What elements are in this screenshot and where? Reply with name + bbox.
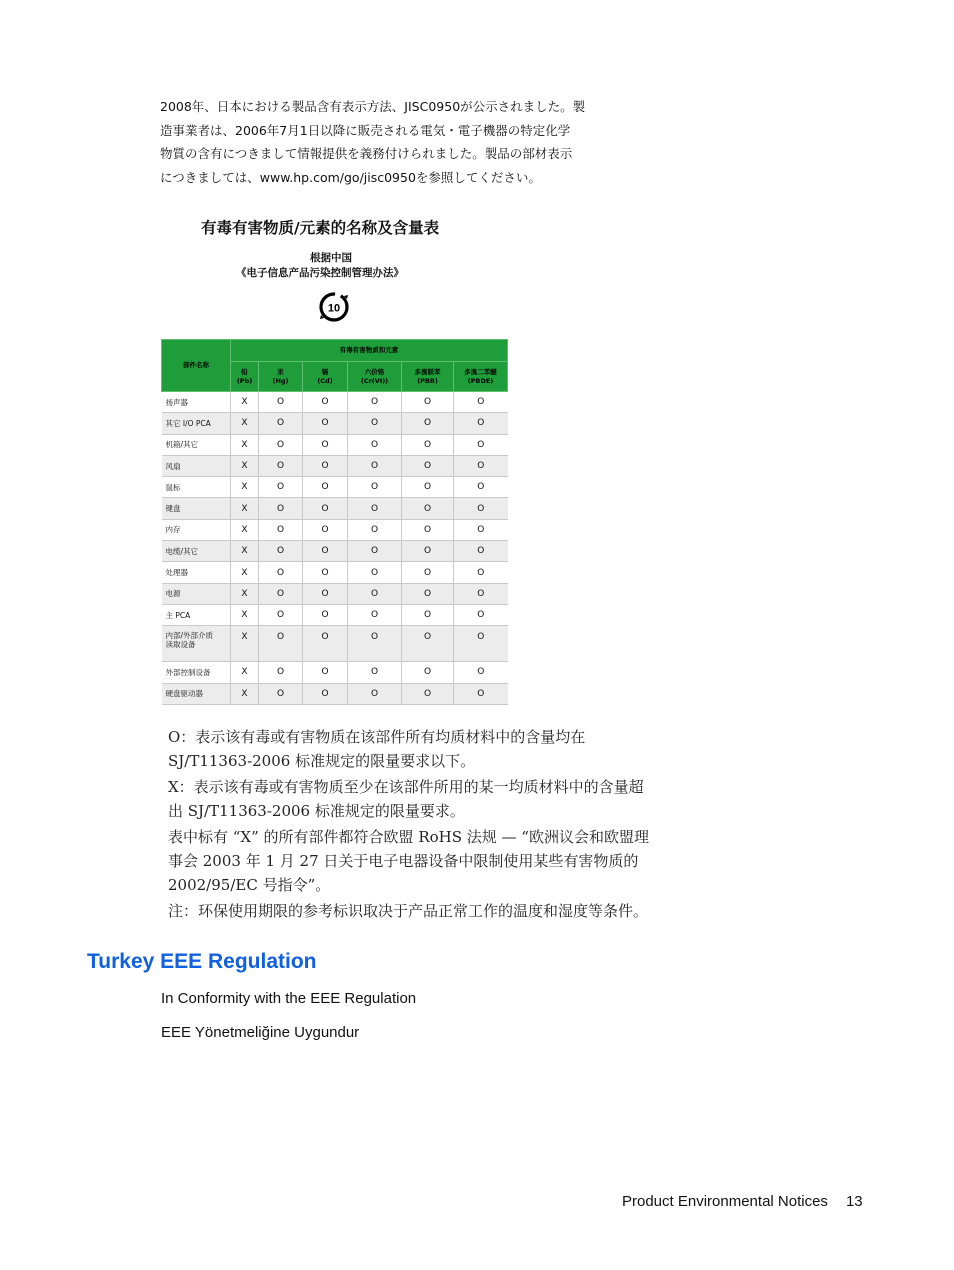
cell-cd: O <box>303 541 348 562</box>
note-rohs-line-3: 2002/95/EC 号指令”。 <box>168 876 331 894</box>
cell-crvi: O <box>348 562 402 583</box>
cell-hg: O <box>259 413 303 434</box>
part-name: 处理器 <box>162 562 231 583</box>
table-row <box>162 683 508 704</box>
section-heading: Turkey EEE Regulation <box>87 950 317 973</box>
environmental-protection-use-period-icon <box>317 290 351 324</box>
column-header-cd: 镉 (Cd) <box>303 362 348 392</box>
part-name: 内部/外部介质 读取设备 <box>162 626 231 662</box>
part-name: 主 PCA <box>162 604 231 625</box>
column-header-crvi: 六价铬 (Cr(VI)) <box>348 362 402 392</box>
cell-pbde: O <box>454 604 508 625</box>
page-footer <box>622 1193 863 1210</box>
cell-pbde: O <box>454 583 508 604</box>
cell-crvi: O <box>348 519 402 540</box>
cell-pbb: O <box>402 392 454 413</box>
cell-hg: O <box>259 498 303 519</box>
cell-pb: X <box>231 683 259 704</box>
table-row <box>162 604 508 625</box>
cell-pbb: O <box>402 498 454 519</box>
cell-pb: X <box>231 662 259 683</box>
table-notes <box>168 726 718 924</box>
part-name: 扬声器 <box>162 392 231 413</box>
cell-pbde: O <box>454 662 508 683</box>
cell-hg: O <box>259 604 303 625</box>
cell-cd: O <box>303 392 348 413</box>
cell-pb: X <box>231 434 259 455</box>
japanese-line-1: 2008年、日本における製品含有表示方法、JISC0950が公示されました。製 <box>160 99 586 114</box>
table-row <box>162 434 508 455</box>
cell-pbb: O <box>402 477 454 498</box>
cell-hg: O <box>259 541 303 562</box>
table-row <box>162 583 508 604</box>
column-header-pbde: 多溴二苯醚 (PBDE) <box>454 362 508 392</box>
cell-pbb: O <box>402 662 454 683</box>
cell-pbde: O <box>454 626 508 662</box>
substance-group-header: 有毒有害物质和元素 <box>231 340 508 362</box>
cell-pbde: O <box>454 498 508 519</box>
cell-crvi: O <box>348 583 402 604</box>
cell-cd: O <box>303 498 348 519</box>
cell-hg: O <box>259 477 303 498</box>
cell-pbde: O <box>454 562 508 583</box>
cell-cd: O <box>303 583 348 604</box>
cell-pb: X <box>231 498 259 519</box>
cell-pb: X <box>231 392 259 413</box>
cell-cd: O <box>303 662 348 683</box>
regulation-subtitle-2: 《电子信息产品污染控制管理办法》 <box>236 267 404 279</box>
cell-pbde: O <box>454 455 508 476</box>
part-name: 外部控制设备 <box>162 662 231 683</box>
cell-pbb: O <box>402 455 454 476</box>
conformity-line-turkish: EEE Yönetmeliğine Uygundur <box>161 1024 360 1041</box>
table-row <box>162 562 508 583</box>
japanese-line-2: 造事業者は、2006年7月1日以降に販売される電気・電子機器の特定化学 <box>160 122 571 138</box>
note-rohs-line-2: 事会 2003 年 1 月 27 日关于电子电器设备中限制使用某些有害物质的 <box>168 852 639 870</box>
cell-crvi: O <box>348 662 402 683</box>
cell-cd: O <box>303 477 348 498</box>
cell-pb: X <box>231 562 259 583</box>
cell-pbde: O <box>454 434 508 455</box>
table-row <box>162 626 508 662</box>
cell-hg: O <box>259 626 303 662</box>
column-header-pbb: 多溴联苯 (PBB) <box>402 362 454 392</box>
cell-crvi: O <box>348 413 402 434</box>
cell-crvi: O <box>348 455 402 476</box>
cell-crvi: O <box>348 626 402 662</box>
cell-crvi: O <box>348 498 402 519</box>
hazardous-substance-table-title: 有毒有害物质/元素的名称及含量表 <box>201 219 440 237</box>
note-o-line-2: SJ/T11363-2006 标准规定的限量要求以下。 <box>168 752 476 770</box>
japanese-line-3: 物質の含有につきまして情報提供を義務付けられました。製品の部材表示 <box>160 146 573 161</box>
note-o-line-1: O：表示该有毒或有害物质在该部件所有均质材料中的含量均在 <box>168 728 586 746</box>
logo-number: 10 <box>327 302 341 315</box>
cell-pbb: O <box>402 541 454 562</box>
part-name: 机箱/其它 <box>162 434 231 455</box>
cell-cd: O <box>303 413 348 434</box>
cell-pb: X <box>231 626 259 662</box>
cell-pbb: O <box>402 583 454 604</box>
cell-pbde: O <box>454 519 508 540</box>
cell-cd: O <box>303 604 348 625</box>
cell-pb: X <box>231 541 259 562</box>
part-name-header: 部件名称 <box>162 340 231 392</box>
cell-crvi: O <box>348 434 402 455</box>
cell-pb: X <box>231 583 259 604</box>
cell-pbb: O <box>402 626 454 662</box>
cell-cd: O <box>303 519 348 540</box>
cell-cd: O <box>303 626 348 662</box>
japanese-paragraph <box>160 95 630 189</box>
cell-cd: O <box>303 683 348 704</box>
cell-crvi: O <box>348 683 402 704</box>
cell-crvi: O <box>348 392 402 413</box>
hazardous-substance-table <box>161 339 508 705</box>
cell-pbb: O <box>402 604 454 625</box>
cell-pb: X <box>231 413 259 434</box>
cell-hg: O <box>259 434 303 455</box>
note-rohs-line-1: 表中标有 “X” 的所有部件都符合欧盟 RoHS 法规 — “欧洲议会和欧盟理 <box>168 828 649 846</box>
cell-pbde: O <box>454 413 508 434</box>
table-row <box>162 477 508 498</box>
cell-pb: X <box>231 604 259 625</box>
cell-pb: X <box>231 519 259 540</box>
conformity-line-english: In Conformity with the EEE Regulation <box>161 990 417 1007</box>
cell-crvi: O <box>348 541 402 562</box>
cell-pbb: O <box>402 413 454 434</box>
cell-hg: O <box>259 455 303 476</box>
cell-hg: O <box>259 683 303 704</box>
cell-pbb: O <box>402 562 454 583</box>
cell-hg: O <box>259 662 303 683</box>
cell-cd: O <box>303 562 348 583</box>
part-name: 其它 I/O PCA <box>162 413 231 434</box>
part-name: 内存 <box>162 519 231 540</box>
part-name: 硬盘驱动器 <box>162 683 231 704</box>
table-row <box>162 498 508 519</box>
cell-hg: O <box>259 519 303 540</box>
part-name: 电缆/其它 <box>162 541 231 562</box>
cell-pbde: O <box>454 541 508 562</box>
table-row <box>162 392 508 413</box>
table-row <box>162 662 508 683</box>
regulation-subtitle-1: 根据中国 <box>310 252 352 264</box>
footer-title: Product Environmental Notices <box>622 1193 828 1210</box>
part-name: 鼠标 <box>162 477 231 498</box>
cell-pbde: O <box>454 683 508 704</box>
cell-cd: O <box>303 455 348 476</box>
page-number: 13 <box>845 1193 863 1210</box>
table-row <box>162 519 508 540</box>
part-name: 电源 <box>162 583 231 604</box>
cell-pbde: O <box>454 392 508 413</box>
note-x-line-1: X：表示该有毒或有害物质至少在该部件所用的某一均质材料中的含量超 <box>168 778 644 796</box>
note-environment-line: 注：环保使用期限的参考标识取决于产品正常工作的温度和湿度等条件。 <box>168 902 649 920</box>
cell-pbb: O <box>402 519 454 540</box>
cell-pbb: O <box>402 434 454 455</box>
cell-pb: X <box>231 477 259 498</box>
part-name: 风扇 <box>162 455 231 476</box>
cell-pbb: O <box>402 683 454 704</box>
japanese-line-4: につきましては、www.hp.com/go/jisc0950を参照してください。 <box>160 169 541 185</box>
cell-crvi: O <box>348 604 402 625</box>
note-x-line-2: 出 SJ/T11363-2006 标准规定的限量要求。 <box>168 802 465 820</box>
column-header-pb: 铅 (Pb) <box>231 362 259 392</box>
table-row <box>162 541 508 562</box>
cell-hg: O <box>259 392 303 413</box>
cell-hg: O <box>259 562 303 583</box>
cell-hg: O <box>259 583 303 604</box>
cell-pbde: O <box>454 477 508 498</box>
cell-pb: X <box>231 455 259 476</box>
part-name: 键盘 <box>162 498 231 519</box>
cell-crvi: O <box>348 477 402 498</box>
table-row <box>162 455 508 476</box>
table-row <box>162 413 508 434</box>
cell-cd: O <box>303 434 348 455</box>
column-header-hg: 汞 (Hg) <box>259 362 303 392</box>
